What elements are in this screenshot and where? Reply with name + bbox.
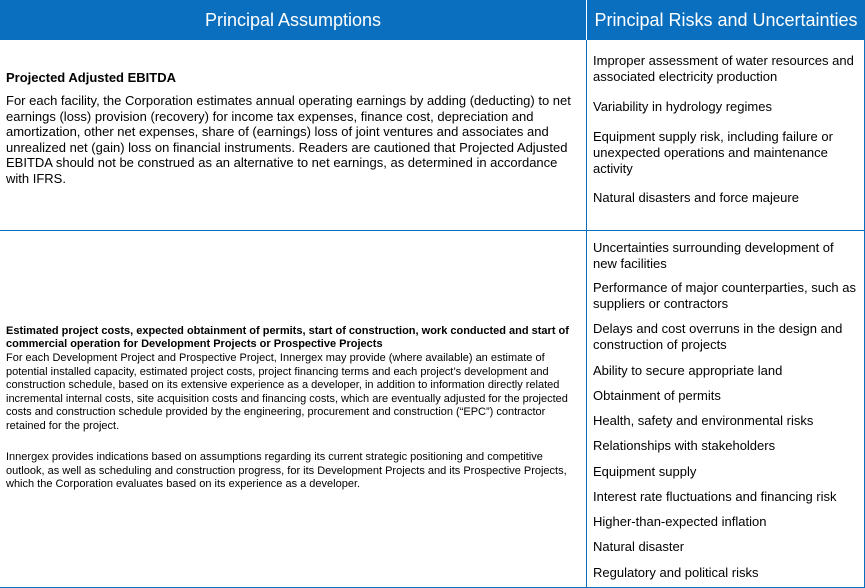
section2-body-paragraph: Innergex provides indications based on assumptions regarding its current strategic positioning and competitive outlook, as well as scheduling and construction progress, for its Development Projects and its Prospective Projects, which the Corporation evaluates based on its experience as a developer. xyxy=(6,451,567,491)
section2-risk: Relationships with stakeholders xyxy=(593,438,776,453)
section2-body-paragraph: For each Development Project and Prospective Project, Innergex may provide (where available) an estimate of potential installed capacity, estimated project costs, project financing terms and each project’s development and construction schedule, based on its extensive experience as a developer, in addition to information directly related incremental internal costs, site acquisition costs and financing costs, which are eventually adjusted for the projected costs and construction schedule provided by the engineering, procurement and construction (“EPC”) contractor retained for the project. xyxy=(6,352,568,432)
section1-risk: Equipment supply risk, including failure or unexpected operations and maintenance activity xyxy=(593,129,833,176)
risks-header: Principal Risks and Uncertainties xyxy=(594,9,858,30)
section2-risk: Regulatory and political risks xyxy=(593,565,759,580)
section1-risk: Variability in hydrology regimes xyxy=(593,99,772,114)
section2-risk: Delays and cost overruns in the design and construction of projects xyxy=(593,321,843,352)
section2-risk: Equipment supply xyxy=(593,464,697,479)
section2-risk: Higher-than-expected inflation xyxy=(593,514,767,529)
section1-risk: Improper assessment of water resources and associated electricity production xyxy=(593,53,854,84)
section2-risk: Performance of major counterparties, such as suppliers or contractors xyxy=(593,280,857,311)
section2-risk: Health, safety and environmental risks xyxy=(593,413,814,428)
section2-risk: Ability to secure appropriate land xyxy=(593,363,783,378)
section1-title: Projected Adjusted EBITDA xyxy=(6,70,176,85)
row-divider xyxy=(0,230,865,231)
section2-risk: Interest rate fluctuations and financing risk xyxy=(593,489,837,504)
section1-body: For each facility, the Corporation estimates annual operating earnings by adding (deducting) to net earnings (loss) provision (recovery) for income tax expenses, finance cost, depreciation and amortization, other net expenses, share of (earnings) loss of joint ventures and associates and unrealized net (gain) loss on financial instruments. Readers are cautioned that Projected Adjusted EBITDA should not be construed as an alternative to net earnings, as determined in accordance with IFRS. xyxy=(6,93,571,186)
section1-risk: Natural disasters and force majeure xyxy=(593,190,799,205)
section2-risk: Obtainment of permits xyxy=(593,388,721,403)
section2-risk: Natural disaster xyxy=(593,539,685,554)
assumptions-header: Principal Assumptions xyxy=(204,9,382,30)
table-header xyxy=(0,0,865,40)
section2-risk: Uncertainties surrounding development of new facilities xyxy=(593,240,834,271)
section2-title: Estimated project costs, expected obtainment of permits, start of construction, work conducted and start of commercial operation for Development Projects or Prospective Projects xyxy=(6,325,569,350)
column-divider xyxy=(586,40,587,588)
